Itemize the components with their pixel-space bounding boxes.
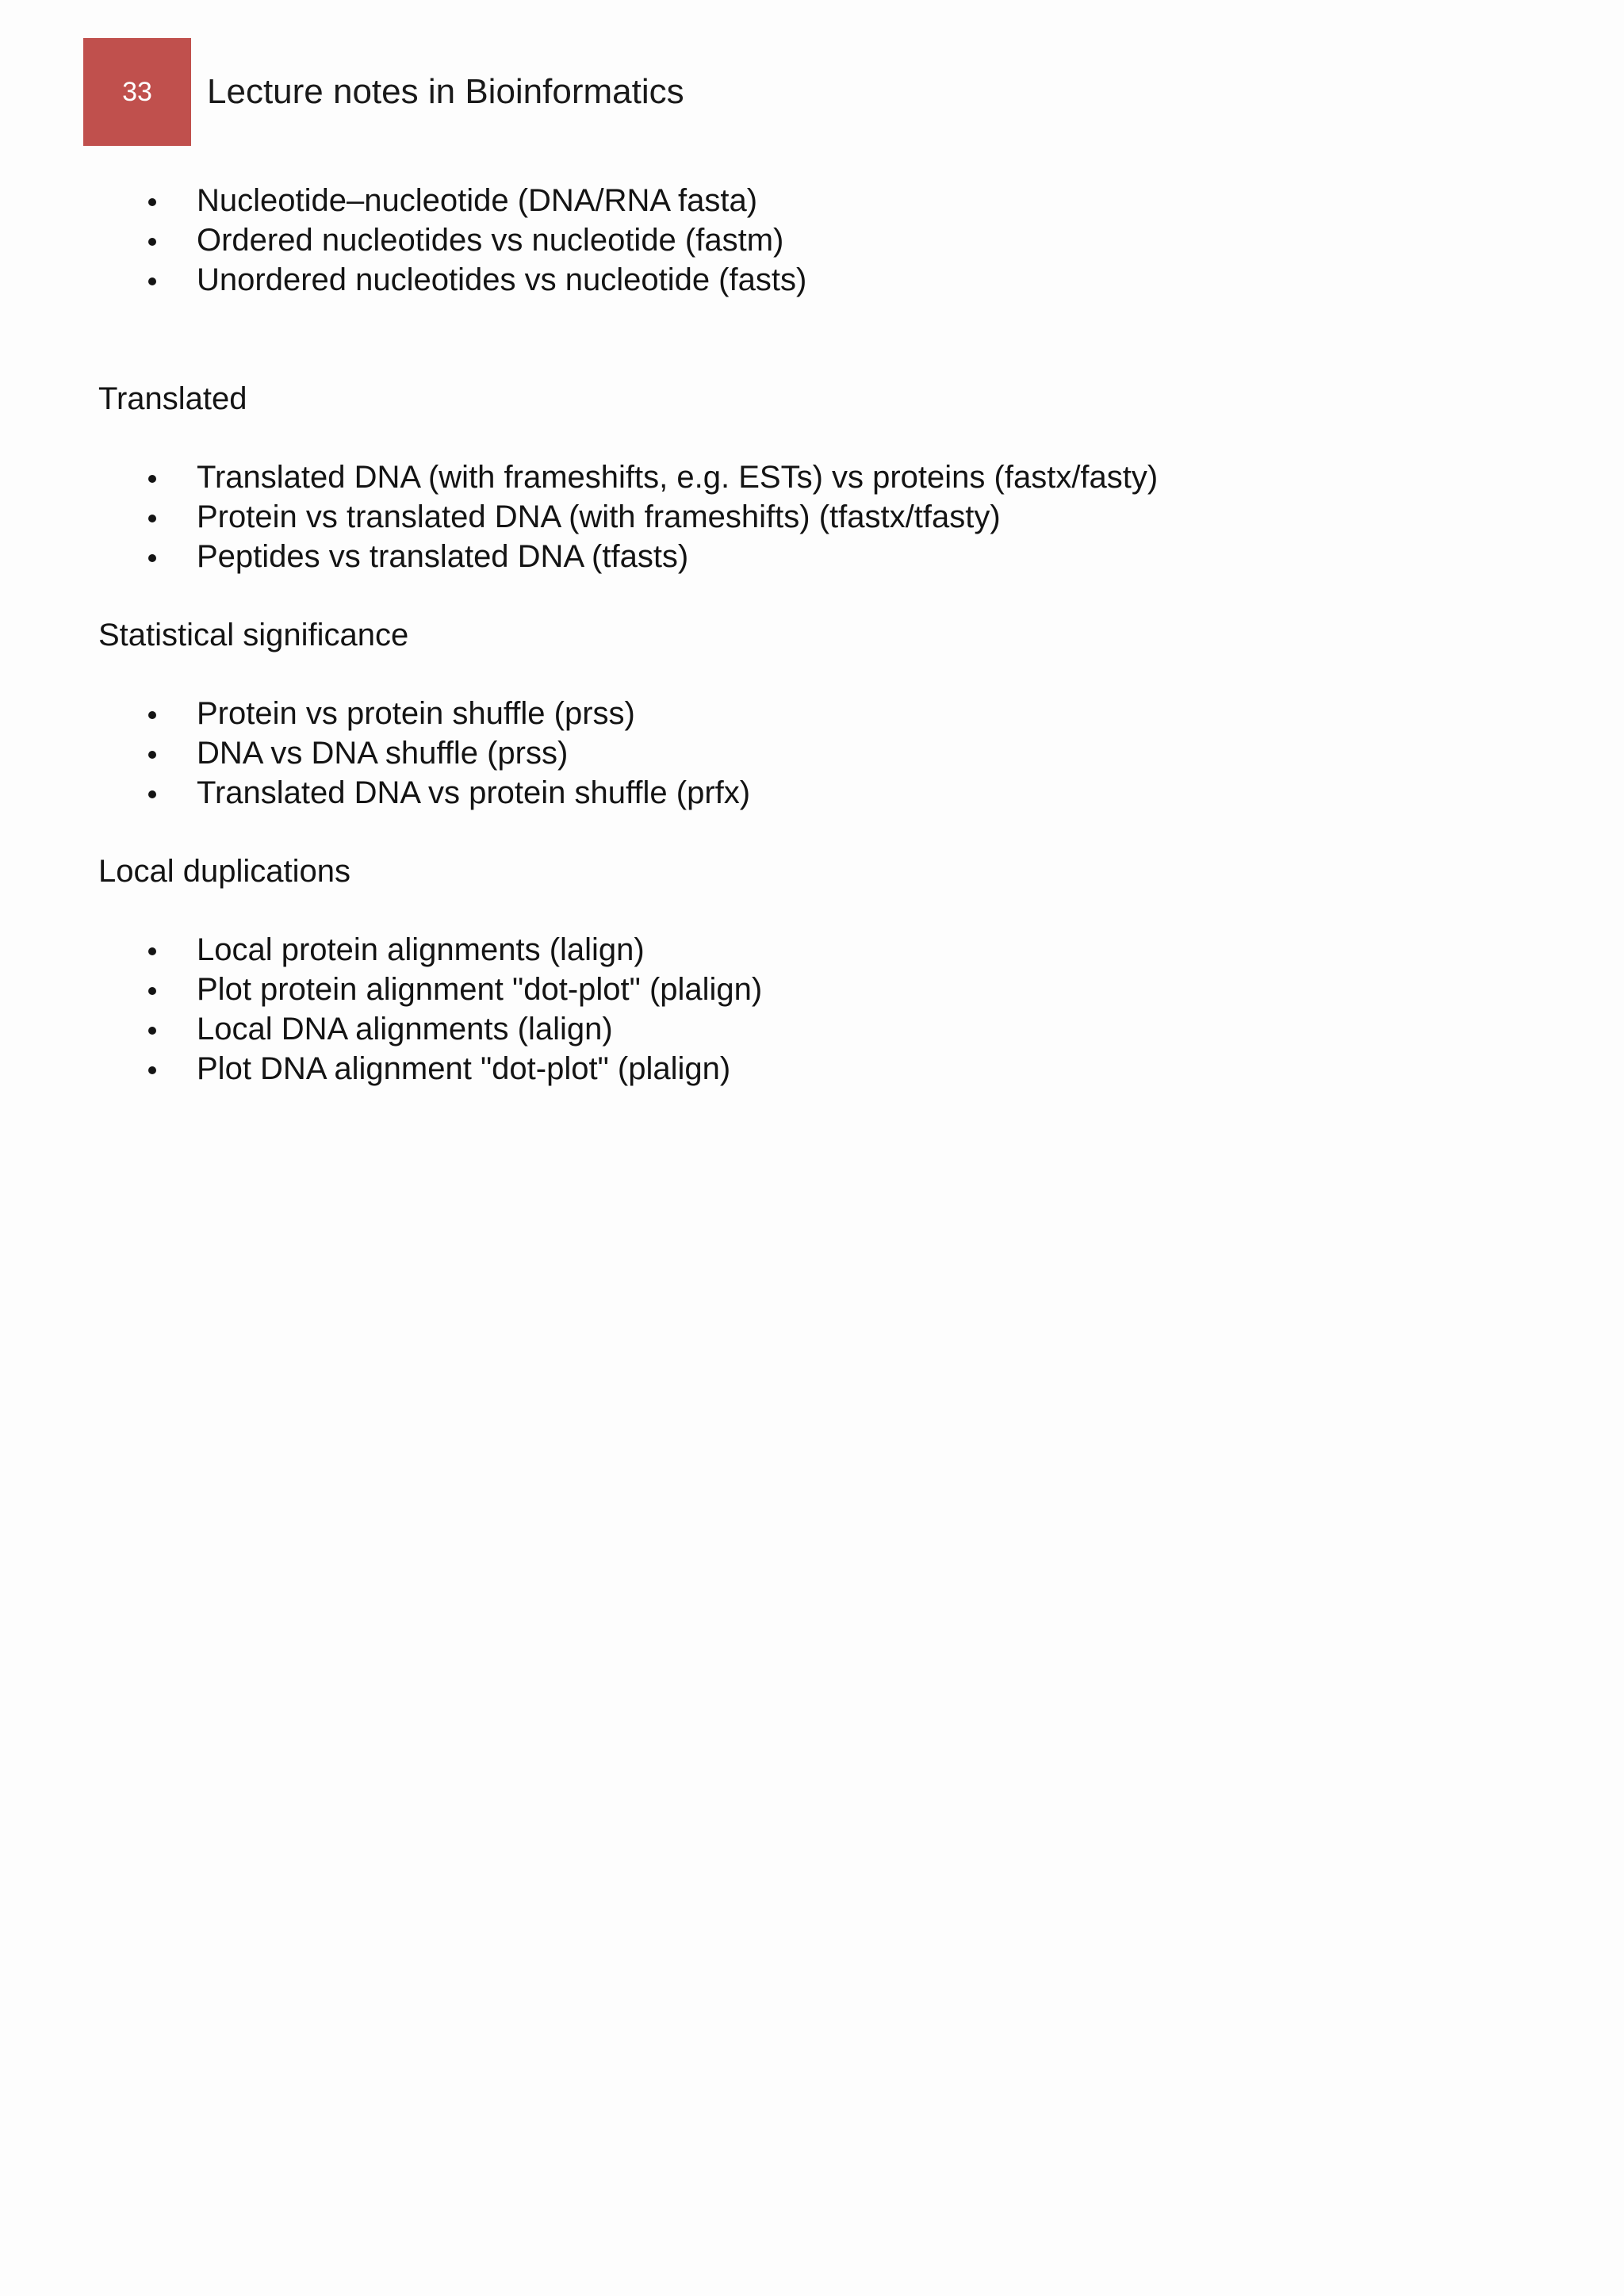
statistical-significance-list — [98, 694, 1526, 813]
page-content — [98, 181, 1526, 1089]
list-item: Peptides vs translated DNA (tfasts) — [98, 537, 1526, 576]
running-title: Lecture notes in Bioinformatics — [207, 72, 684, 111]
list-item: Translated DNA (with frameshifts, e.g. ESTs) vs proteins (fastx/fasty) — [98, 457, 1526, 497]
list-item: Protein vs protein shuffle (prss) — [98, 694, 1526, 733]
bullet-icon — [148, 947, 156, 955]
section-heading-statistical-significance: Statistical significance — [98, 618, 409, 652]
bullet-icon — [148, 238, 156, 246]
local-duplications-list — [98, 930, 1526, 1089]
bullet-icon — [148, 751, 156, 759]
list-item: Nucleotide–nucleotide (DNA/RNA fasta) — [98, 181, 1526, 220]
list-item: Protein vs translated DNA (with frameshifts) (tfastx/tfasty) — [98, 497, 1526, 537]
list-item: DNA vs DNA shuffle (prss) — [98, 733, 1526, 773]
page-header — [83, 38, 684, 146]
intro-list — [98, 181, 1526, 300]
bullet-icon — [148, 515, 156, 522]
list-item: Unordered nucleotides vs nucleotide (fasts) — [98, 260, 1526, 300]
list-item: Plot protein alignment "dot-plot" (plalign) — [98, 970, 1526, 1009]
bullet-icon — [148, 475, 156, 483]
bullet-icon — [148, 987, 156, 995]
bullet-icon — [148, 554, 156, 562]
bullet-icon — [148, 711, 156, 719]
list-item: Plot DNA alignment "dot-plot" (plalign) — [98, 1049, 1526, 1089]
list-item: Local DNA alignments (lalign) — [98, 1009, 1526, 1049]
bullet-icon — [148, 1027, 156, 1035]
bullet-icon — [148, 198, 156, 206]
section-heading-local-duplications: Local duplications — [98, 854, 350, 889]
translated-list — [98, 457, 1526, 576]
section-heading-translated: Translated — [98, 381, 247, 416]
bullet-icon — [148, 790, 156, 798]
list-item: Translated DNA vs protein shuffle (prfx) — [98, 773, 1526, 813]
list-item: Ordered nucleotides vs nucleotide (fastm) — [98, 220, 1526, 260]
bullet-icon — [148, 277, 156, 285]
page-number-badge: 33 — [83, 38, 191, 146]
bullet-icon — [148, 1066, 156, 1074]
list-item: Local protein alignments (lalign) — [98, 930, 1526, 970]
